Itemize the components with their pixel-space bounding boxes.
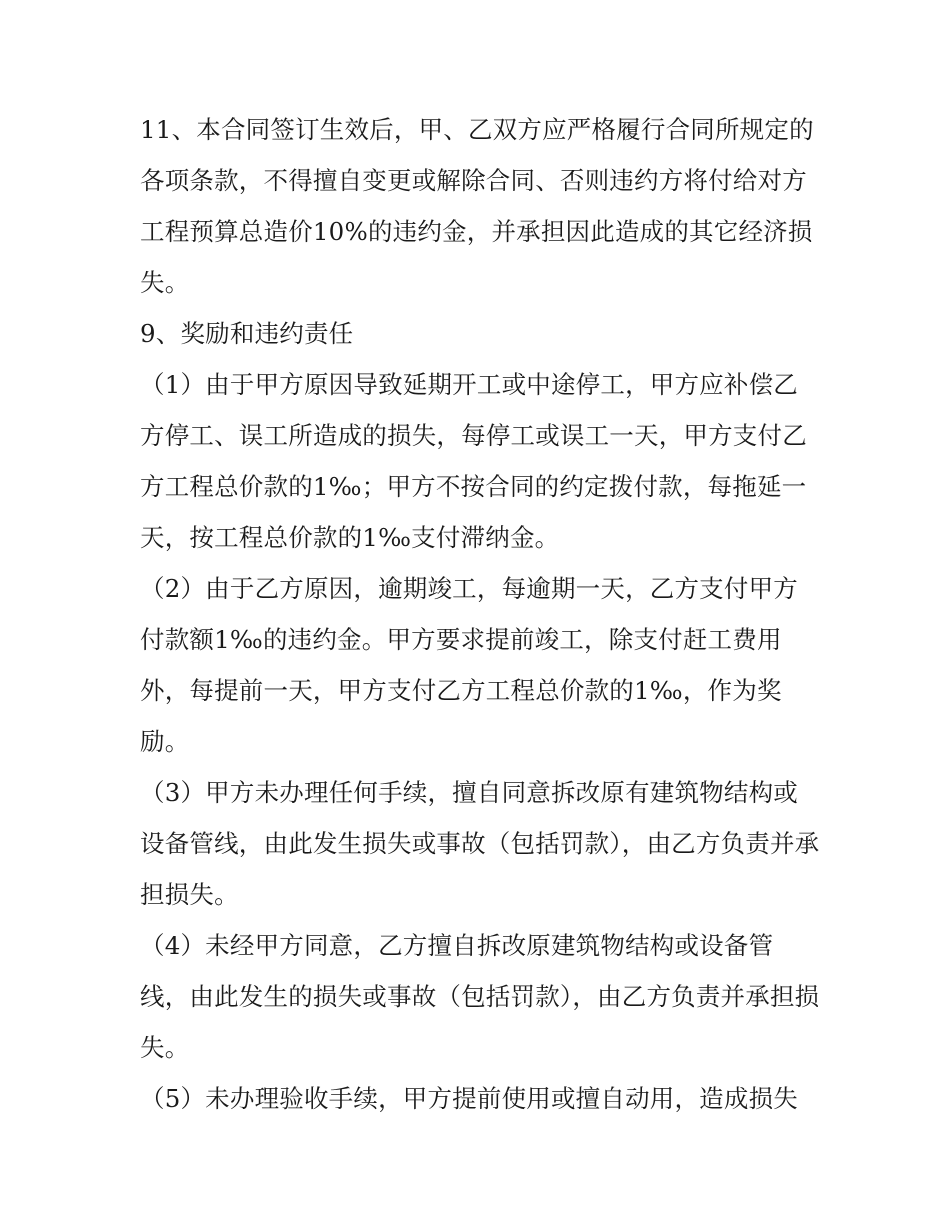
section-9-heading: 9、奖励和违约责任 bbox=[140, 319, 354, 348]
item-1-paragraph: （1）由于甲方原因导致延期开工或中途停工，甲方应补偿乙方停工、误工所造成的损失，每停工或误工一天，甲方支付乙方工程总价款的1‰；甲方不按合同的约定拨付款，每拖延一天，按工程总价款的1‰支付滞纳金。 bbox=[140, 370, 807, 552]
clause-11-paragraph: 11、本合同签订生效后，甲、乙双方应严格履行合同所规定的各项条款，不得擅自变更或解除合同、否则违约方将付给对方工程预算总造价10%的违约金，并承担因此造成的其它经济损失。 bbox=[140, 115, 814, 297]
document-body bbox=[140, 104, 820, 1124]
item-3-paragraph: （3）甲方未办理任何手续，擅自同意拆改原有建筑物结构或设备管线，由此发生损失或事故（包括罚款），由乙方负责并承担损失。 bbox=[140, 778, 820, 909]
item-5-paragraph: （5）未办理验收手续，甲方提前使用或擅自动用，造成损失 bbox=[140, 1084, 798, 1113]
item-4-paragraph: （4）未经甲方同意，乙方擅自拆改原建筑物结构或设备管线，由此发生的损失或事故（包括罚款），由乙方负责并承担损失。 bbox=[140, 931, 820, 1062]
item-2-paragraph: （2）由于乙方原因，逾期竣工，每逾期一天，乙方支付甲方付款额1‰的违约金。甲方要求提前竣工，除支付赶工费用外，每提前一天，甲方支付乙方工程总价款的1‰，作为奖励。 bbox=[140, 574, 798, 756]
